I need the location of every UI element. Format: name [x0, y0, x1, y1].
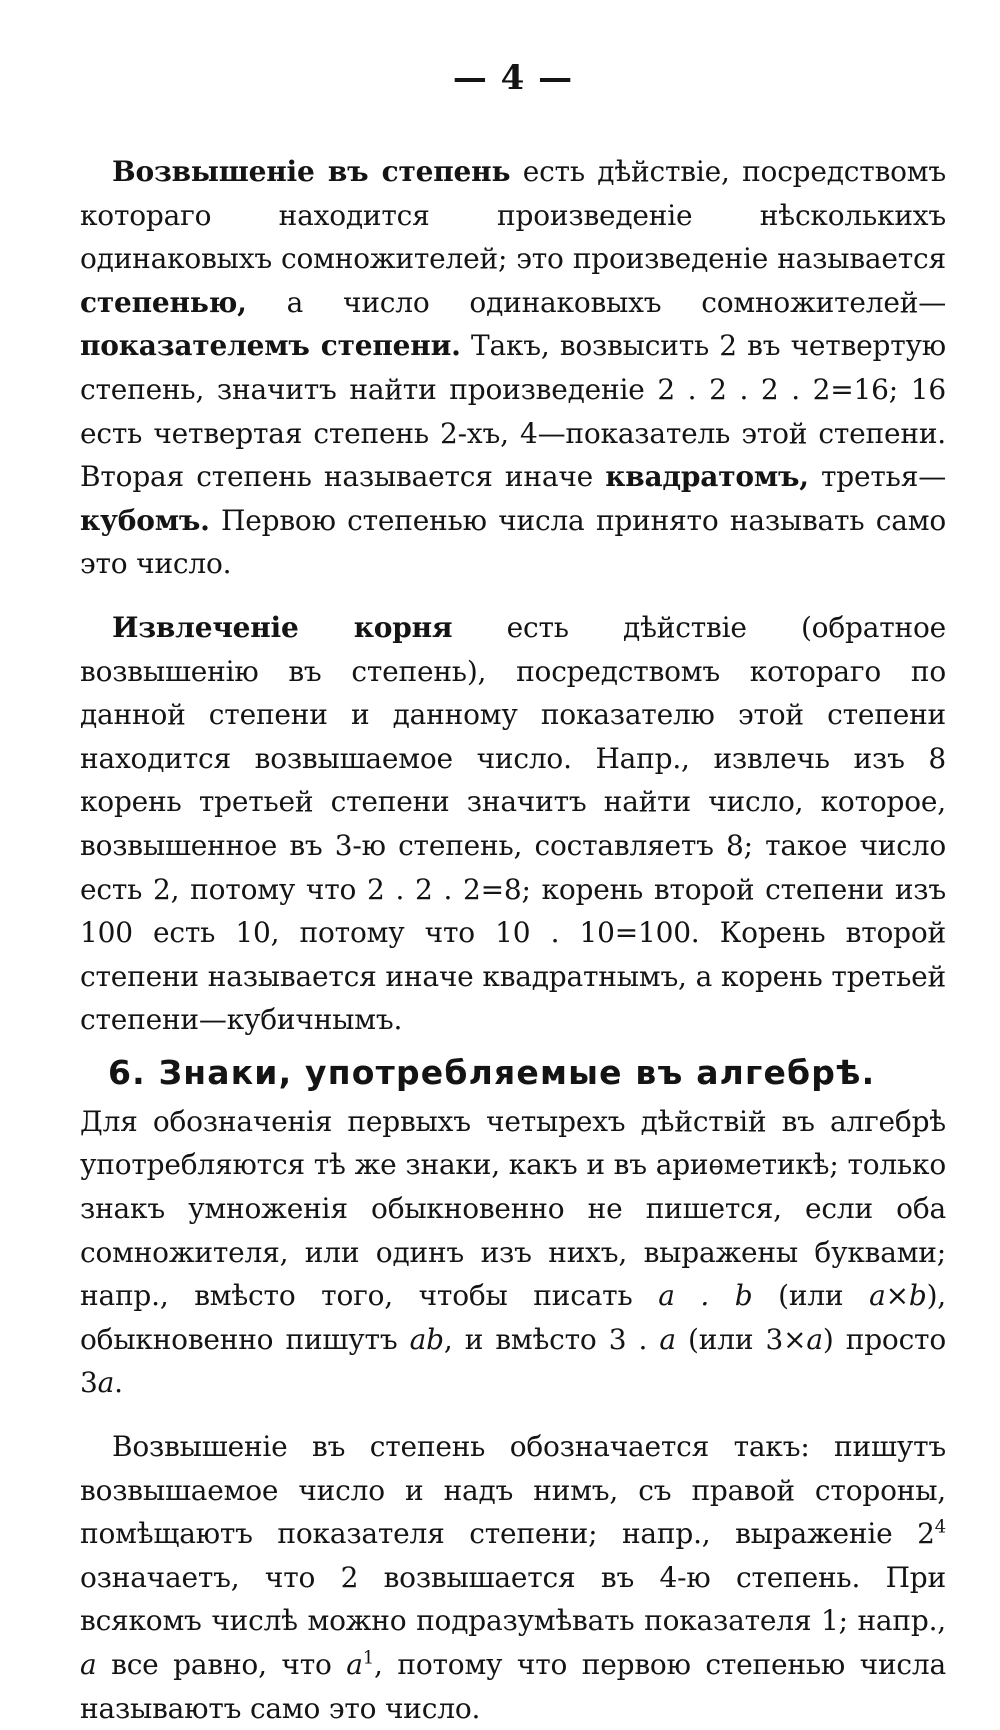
paragraph-text: .	[114, 1366, 123, 1400]
formula-a: a	[80, 1648, 97, 1681]
paragraph-text: (или 3×	[675, 1322, 807, 1356]
paragraph-text: Такъ, возвысить 2 въ четвертую степень, значитъ найти произведеніе 2 . 2 . 2 . 2=16; 16 есть четвертая степень 2-хъ, 4—показатель этой степени. Вторая степень называется иначе	[80, 329, 946, 494]
formula-a: a	[346, 1648, 363, 1681]
section-heading: 6. Знаки, употребляемые въ алгебрѣ.	[108, 1052, 876, 1092]
paragraph-text: Возвышеніе въ степень обозначается такъ: пишутъ возвышаемое число и надъ нимъ, съ правой стороны, помѣщаютъ показателя степени; напр., выраженіе 2	[80, 1430, 946, 1551]
paragraph-exponentiation	[80, 150, 946, 586]
paragraph-text: означаетъ, что 2 возвышается въ 4-ю степень. При всякомъ числѣ можно подразумѣвать показателя 1; напр.,	[80, 1560, 946, 1638]
paragraph-text: все равно, что	[96, 1648, 347, 1681]
formula-a: a	[97, 1366, 115, 1400]
paragraph-power-notation	[80, 1425, 946, 1730]
paragraph-text: Первою степенью числа принято называть само это число.	[80, 503, 946, 581]
paragraph-text: есть дѣйствіе (обратное возвышенію въ степень), посредствомъ котораго по данной степени и данному показателю этой степени находится возвышаемое число. Напр., извлечь изъ 8 корень третьей степени значитъ найти число, которое, возвышенное въ 3-ю степень, составляетъ 8; такое число есть 2, потому что 2 . 2 . 2=8; корень второй степени изъ 100 есть 10, потому что 10 . 10=100. Корень второй степени называется иначе квадратнымъ, а корень третьей степени—кубичнымъ.	[80, 610, 946, 1037]
paragraph-text: (или	[752, 1279, 870, 1313]
formula-a: a	[659, 1322, 676, 1356]
paragraph-signs	[80, 1100, 946, 1405]
page-number: — 4 —	[452, 58, 574, 98]
term-power: степенью,	[80, 285, 247, 319]
term-root-extraction: Извлеченіе корня	[112, 610, 453, 644]
paragraph-text: ) просто 3	[80, 1322, 947, 1400]
term-square: квадратомъ,	[605, 460, 809, 494]
formula-a: a	[806, 1322, 823, 1356]
paragraph-text: третья—	[808, 460, 946, 494]
paragraph-text: а число одинаковыхъ сомножителей—	[246, 285, 946, 319]
term-exponent: показателемъ степени.	[80, 329, 461, 363]
formula-ab: ab	[409, 1322, 444, 1356]
term-cube: кубомъ.	[80, 503, 210, 537]
paragraph-text: , потому что первою степенью числа называютъ само это число.	[80, 1648, 946, 1725]
superscript-exponent: 1	[362, 1647, 375, 1669]
paragraph-text: Для обозначенія первыхъ четырехъ дѣйствій въ алгебрѣ употребляются тѣ же знаки, какъ и въ ариѳметикѣ; только знакъ умноженія обыкновенно не пишется, если оба сомножителя, или одинъ изъ нихъ, выражены буквами; напр., вмѣсто того, чтобы писать	[80, 1104, 946, 1313]
paragraph-text: , и вмѣсто 3 .	[443, 1322, 660, 1356]
term-exponentiation: Возвышеніе въ степень	[112, 155, 511, 188]
paragraph-root-extraction	[80, 606, 946, 1042]
paragraph-text: ), обыкновенно пишутъ	[80, 1279, 946, 1356]
formula-a-times-b: a×b	[869, 1279, 927, 1313]
paragraph-text: есть дѣйствіе, посредствомъ котораго находится произведеніе нѣсколькихъ одинаковыхъ сомножителей; это произведеніе называется	[80, 155, 946, 276]
superscript-exponent: 4	[934, 1516, 946, 1538]
formula-a-dot-b: a . b	[658, 1279, 753, 1313]
